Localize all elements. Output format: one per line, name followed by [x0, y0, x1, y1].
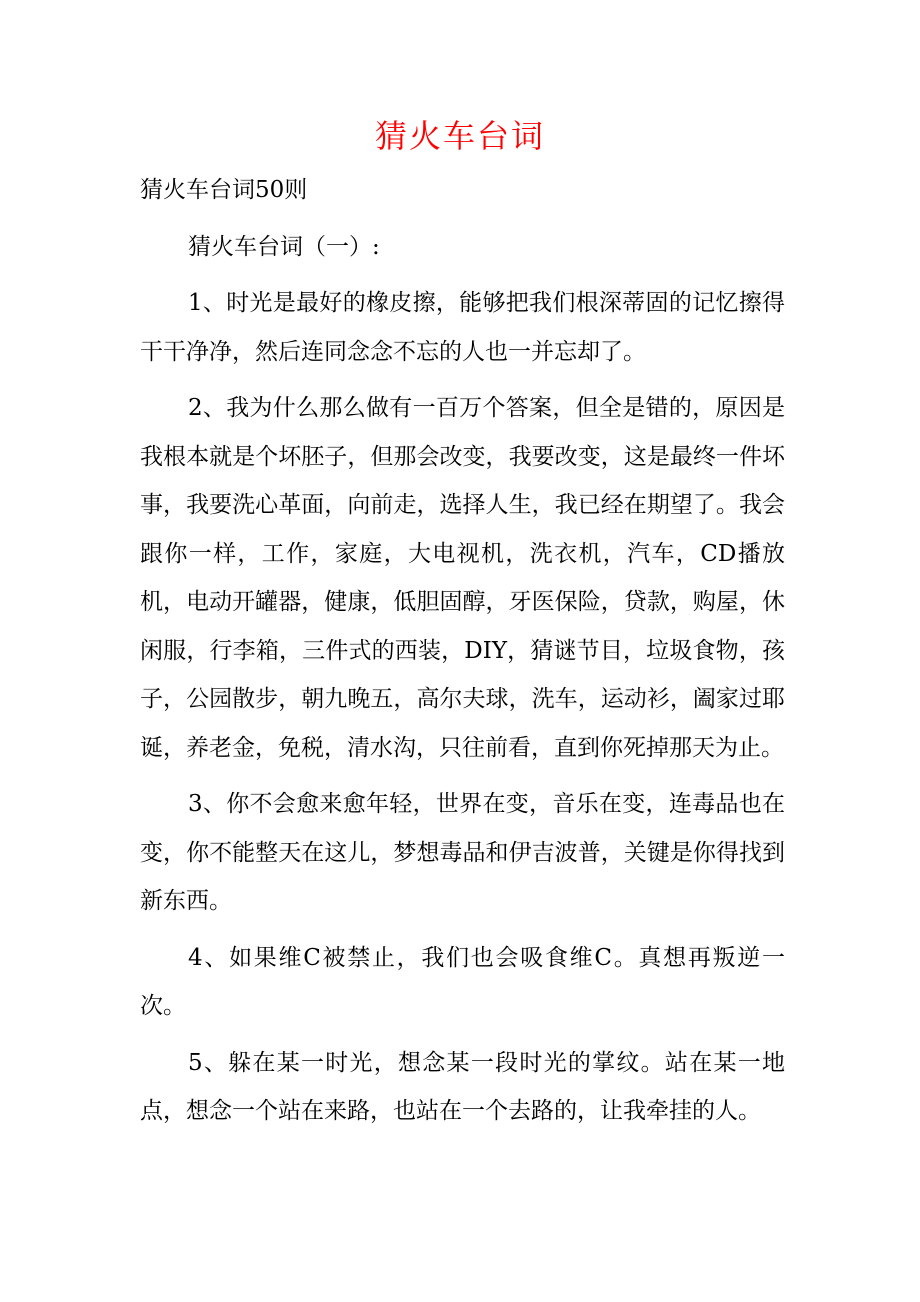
quote-paragraph-5: 5、躲在某一时光，想念某一段时光的掌纹。站在某一地点，想念一个站在来路，也站在一个去路的，让我牵挂的人。 — [140, 1049, 785, 1124]
document-body — [140, 166, 785, 1136]
quote-paragraph-4: 4、如果维C被禁止，我们也会吸食维C。真想再叛逆一次。 — [140, 944, 785, 1019]
quote-paragraph-2: 2、我为什么那么做有一百万个答案，但全是错的，原因是我根本就是个坏胚子，但那会改变，我要改变，这是最终一件坏事，我要洗心革面，向前走，选择人生，我已经在期望了。我会跟你一样，工作，家庭，大电视机，洗衣机，汽车，CD播放机，电动开罐器，健康，低胆固醇，牙医保险，贷款，购屋，休闲服，行李箱，三件式的西装，DIY，猜谜节目，垃圾食物，孩子，公园散步，朝九晚五，高尔夫球，洗车，运动衫，阖家过耶诞，养老金，免税，清水沟，只往前看，直到你死掉那天为止。 — [140, 395, 785, 761]
document-title: 猜火车台词 — [374, 117, 545, 155]
quote-paragraph-1: 1、时光是最好的橡皮擦，能够把我们根深蒂固的记忆擦得干干净净，然后连同念念不忘的人也一并忘却了。 — [140, 290, 785, 365]
quote-paragraph-3: 3、你不会愈来愈年轻，世界在变，音乐在变，连毒品也在变，你不能整天在这儿，梦想毒品和伊吉波普，关键是你得找到新东西。 — [140, 791, 785, 914]
document-subtitle: 猜火车台词50则 — [140, 177, 308, 203]
section-heading: 猜火车台词（一）: — [188, 233, 380, 260]
